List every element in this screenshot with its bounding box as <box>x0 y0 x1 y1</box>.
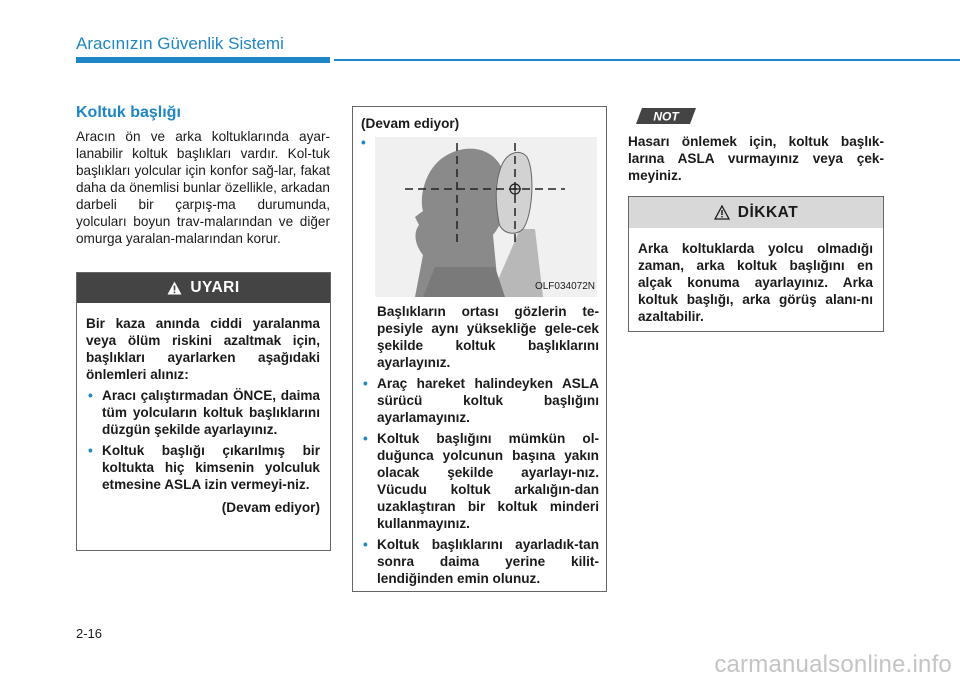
list-item: • Araç hareket halindeyken ASLA sürücü koltuk başlığını ayarlamayınız. <box>363 376 599 425</box>
note-text: Hasarı önlemek için, koltuk başlık-larına ASLA vurmayınız veya çek-meyiniz. <box>628 134 884 183</box>
continued-first-item: Başlıkların ortası gözlerin te-pesiyle aynı yüksekliğe gele-cek şekilde koltuk başlıklarını ayarlayınız. <box>377 304 599 370</box>
caution-title: DİKKAT <box>737 203 799 221</box>
head-silhouette-illustration <box>375 137 597 297</box>
bullet-marker: • <box>361 135 366 150</box>
warning-triangle-icon <box>167 281 182 295</box>
page-number: 2-16 <box>76 626 103 641</box>
section-title: Aracınızın Güvenlik Sistemi <box>76 34 284 53</box>
warning-continued: (Devam ediyor) <box>221 500 320 515</box>
header-rule-thin <box>334 59 960 61</box>
intro-heading: Koltuk başlığı <box>76 104 181 121</box>
warning-header <box>77 273 330 303</box>
list-item: • Koltuk başlığını mümkün ol-duğunca yolcunun başına yakın olacak şekilde ayarlayı-nız. Vücudu koltuk arkalığın-dan uzaklaştıran bir koltuk minderi kullanmayınız. <box>363 431 599 531</box>
continued-list <box>361 375 599 587</box>
warning-body <box>77 303 330 516</box>
list-item: • Koltuk başlıklarını ayarladık-tan sonra daima yerine kilit-lendiğinden emin olunuz. <box>363 537 599 586</box>
warning-lead: Bir kaza anında ciddi yaralanma veya ölüm riskini azaltmak için, başlıkları ayarlarken aşağıdaki önlemleri alınız: <box>86 316 320 382</box>
continued-body <box>353 107 606 587</box>
warning-box <box>76 272 331 551</box>
warning-title: UYARI <box>190 279 240 296</box>
continued-box <box>352 106 607 592</box>
note-badge <box>636 108 696 124</box>
caution-triangle-icon <box>714 205 730 220</box>
watermark: carmanualsonline.info <box>714 651 952 678</box>
note-badge-label: NOT <box>653 109 679 124</box>
header-rule-thick <box>76 57 330 63</box>
list-item: • Koltuk başlığı çıkarılmış bir koltukta hiç kimsenin yolculuk etmesine ASLA izin vermeyi-niz. <box>88 443 320 492</box>
caution-header <box>629 197 883 228</box>
caution-box <box>628 196 884 332</box>
list-item: • Aracı çalıştırmadan ÖNCE, daima tüm yolcuların koltuk başlıklarını düzgün şekilde ayarlayınız. <box>88 388 320 437</box>
continued-title: (Devam ediyor) <box>361 116 460 131</box>
headrest-figure <box>375 137 597 297</box>
intro-body: Aracın ön ve arka koltuklarında ayar-lanabilir koltuk başlıkları vardır. Kol-tuk başlıkları yolcular için konfor sağ-lar, fakat daha da önemlisi bunlar özellikle, arkadan darbeli bir çarpış-ma durumunda, yolcuları boyun trav-malarından ve diğer omurga yaralan-malarından korur. <box>76 129 330 246</box>
warning-list <box>86 387 320 493</box>
caution-body: Arka koltuklarda yolcu olmadığı zaman, arka koltuk başlığını en alçak konuma ayarlayınız. Arka koltuk başlığı, arka görüş alanı-nı azaltabilir. <box>638 241 873 324</box>
figure-code: OLF034072N <box>534 281 595 292</box>
